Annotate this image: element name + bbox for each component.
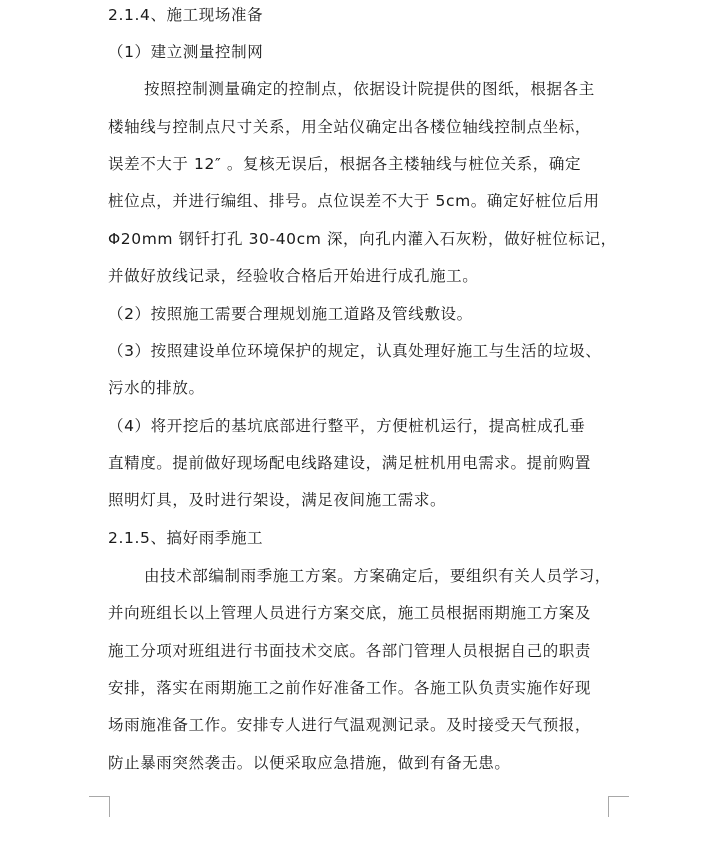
paragraph-line: 由技术部编制雨季施工方案。方案确定后，要组织有关人员学习，	[144, 567, 611, 585]
paragraph-line: 场雨施准备工作。安排专人进行气温观测记录。及时接受天气预报，	[108, 716, 592, 734]
list-item-3-continued: 污水的排放。	[108, 379, 205, 397]
paragraph-line: 并做好放线记录，经验收合格后开始进行成孔施工。	[108, 267, 479, 285]
paragraph-line: 安排，落实在雨期施工之前作好准备工作。各施工队负责实施作好现	[108, 679, 592, 697]
list-item-4-continued: 照明灯具，及时进行架设，满足夜间施工需求。	[108, 491, 447, 509]
list-item-4-continued: 直精度。提前做好现场配电线路建设，满足桩机用电需求。提前购置	[108, 454, 592, 472]
paragraph-line: 施工分项对班组进行书面技术交底。各部门管理人员根据自己的职责	[108, 642, 592, 660]
list-item-3: （3）按照建设单位环境保护的规定，认真处理好施工与生活的垃圾、	[108, 342, 602, 360]
section-heading-2-1-4: 2.1.4、施工现场准备	[108, 6, 264, 24]
paragraph-line: Φ20mm 钢钎打孔 30-40cm 深，向孔内灌入石灰粉，做好桩位标记，	[108, 230, 617, 248]
section-heading-2-1-5: 2.1.5、搞好雨季施工	[108, 529, 264, 547]
paragraph-line: 桩位点，并进行编组、排号。点位误差不大于 5cm。确定好桩位后用	[108, 192, 600, 210]
subheading-1: （1）建立测量控制网	[108, 43, 264, 61]
page-margin-corner-mark-left	[89, 796, 110, 817]
page-margin-corner-mark-right	[608, 796, 629, 817]
list-item-2: （2）按照施工需要合理规划施工道路及管线敷设。	[108, 305, 473, 323]
paragraph-line: 楼轴线与控制点尺寸关系，用全站仪确定出各楼位轴线控制点坐标，	[108, 118, 592, 136]
paragraph-line: 误差不大于 12″ 。复核无误后，根据各主楼轴线与桩位关系，确定	[108, 155, 582, 173]
paragraph-line: 防止暴雨突然袭击。以便采取应急措施，做到有备无患。	[108, 754, 511, 772]
paragraph-line: 并向班组长以上管理人员进行方案交底，施工员根据雨期施工方案及	[108, 604, 592, 622]
paragraph-line: 按照控制测量确定的控制点，依据设计院提供的图纸，根据各主	[144, 80, 595, 98]
list-item-4: （4）将开挖后的基坑底部进行整平，方便桩机运行，提高桩成孔垂	[108, 417, 586, 435]
